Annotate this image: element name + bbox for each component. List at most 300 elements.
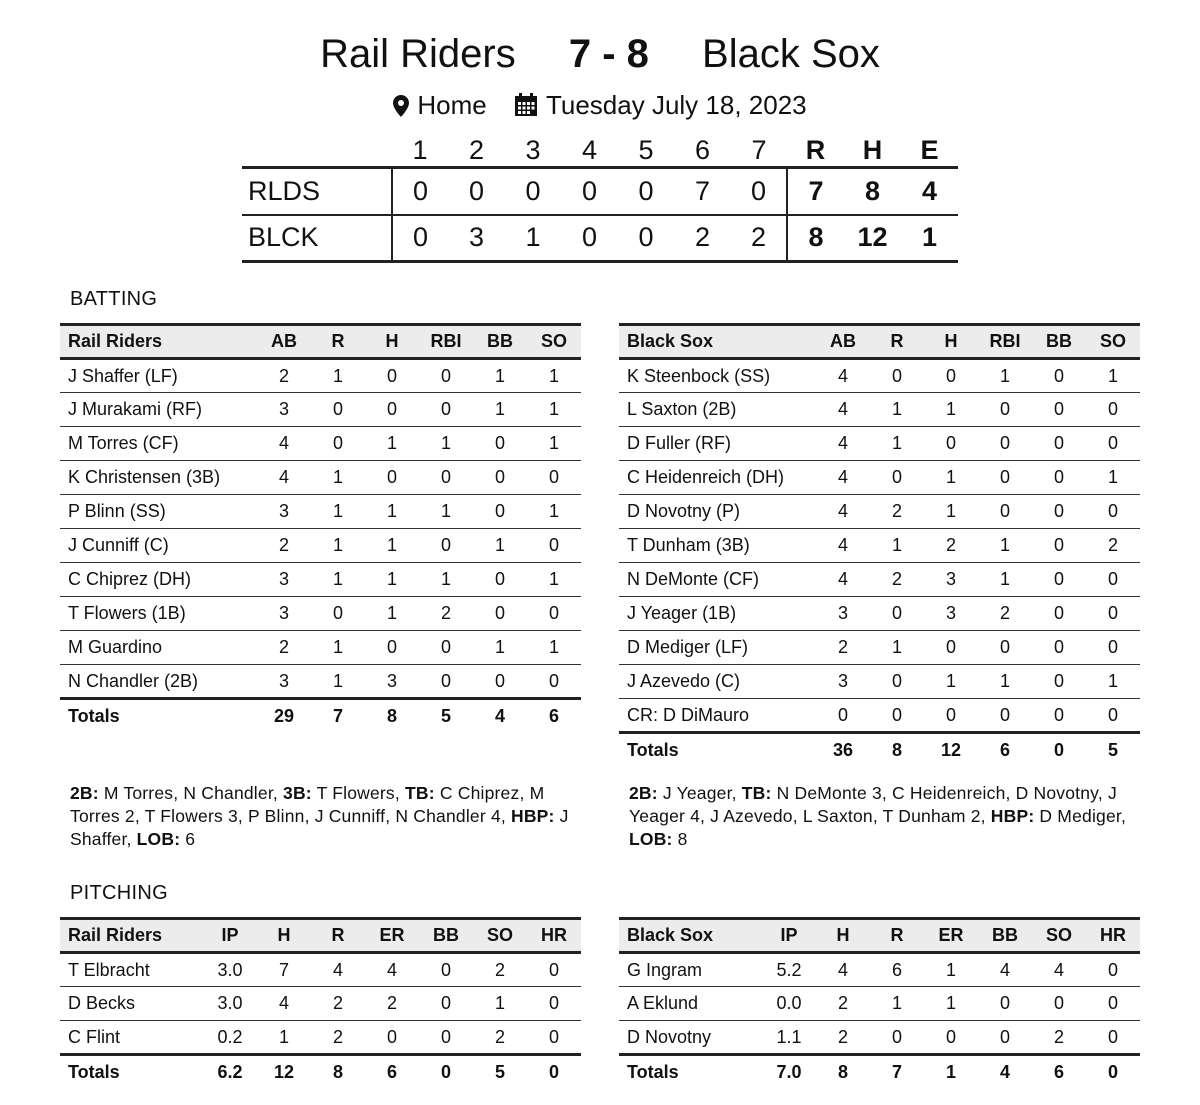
total-cell: 5 xyxy=(473,1055,527,1089)
team-column-header: Rail Riders xyxy=(60,919,203,953)
stat-cell: 2 xyxy=(1086,529,1140,563)
location xyxy=(393,90,486,121)
stat-cell: 4 xyxy=(816,529,870,563)
stat-cell: 3 xyxy=(816,597,870,631)
errors-total: 4 xyxy=(901,168,958,215)
note-text: 8 xyxy=(672,829,688,849)
stat-cell: 2 xyxy=(816,1021,870,1055)
stat-cell: 1.1 xyxy=(762,1021,816,1055)
stat-cell: 1 xyxy=(527,359,581,393)
stat-cell: 4 xyxy=(1032,953,1086,987)
stat-cell: 4 xyxy=(257,427,311,461)
stat-cell: 0 xyxy=(365,1021,419,1055)
stat-column-header: BB xyxy=(419,919,473,953)
total-cell: 5 xyxy=(419,699,473,733)
stat-cell: 0 xyxy=(1032,631,1086,665)
stat-cell: 2 xyxy=(257,359,311,393)
stat-column-header: IP xyxy=(762,919,816,953)
stat-cell: 1 xyxy=(924,987,978,1021)
total-cell: 0 xyxy=(419,1055,473,1089)
stat-cell: 1 xyxy=(870,987,924,1021)
errors-total: 1 xyxy=(901,215,958,262)
hits-total: 12 xyxy=(844,215,901,262)
pitching-section-title: PITCHING xyxy=(70,882,168,904)
stat-cell: 1 xyxy=(527,393,581,427)
totals-row xyxy=(619,1055,1140,1089)
batting-section-title: BATTING xyxy=(70,288,158,310)
stat-cell: 0 xyxy=(1086,1021,1140,1055)
stat-cell: 0 xyxy=(365,393,419,427)
inning-score: 0 xyxy=(505,168,561,215)
stat-cell: 0 xyxy=(419,631,473,665)
stat-cell: 1 xyxy=(924,665,978,699)
stat-cell: 3 xyxy=(924,563,978,597)
note-label: LOB: xyxy=(629,829,673,849)
stat-cell: 0 xyxy=(1086,631,1140,665)
stat-column-header: AB xyxy=(257,325,311,359)
note-text: J Yeager, xyxy=(657,783,742,803)
away-team-name: Rail Riders xyxy=(320,32,516,76)
stat-cell: 0 xyxy=(1032,699,1086,733)
player-name: A Eklund xyxy=(619,987,762,1021)
stat-cell: 1 xyxy=(473,359,527,393)
inning-score: 0 xyxy=(731,168,787,215)
table-row xyxy=(60,631,581,665)
stat-cell: 0 xyxy=(978,427,1032,461)
stat-cell: 0 xyxy=(1032,597,1086,631)
stat-cell: 0 xyxy=(870,665,924,699)
stat-cell: 3 xyxy=(257,495,311,529)
stat-column-header: BB xyxy=(473,325,527,359)
stat-cell: 3 xyxy=(257,665,311,699)
stat-cell: 4 xyxy=(816,495,870,529)
stat-cell: 0 xyxy=(870,699,924,733)
team-column-header: Rail Riders xyxy=(60,325,257,359)
stat-cell: 0 xyxy=(870,359,924,393)
stat-column-header: HR xyxy=(1086,919,1140,953)
stat-cell: 0 xyxy=(1086,563,1140,597)
pitching-table-away xyxy=(60,917,581,1089)
stat-cell: 2 xyxy=(1032,1021,1086,1055)
player-name: D Mediger (LF) xyxy=(619,631,816,665)
inning-score: 3 xyxy=(448,215,505,262)
total-cell: 0 xyxy=(527,1055,581,1089)
batting-notes-away xyxy=(70,782,590,851)
total-cell: 4 xyxy=(473,699,527,733)
line-score-header xyxy=(242,135,958,168)
stat-cell: 1 xyxy=(870,529,924,563)
player-name: J Murakami (RF) xyxy=(60,393,257,427)
stat-cell: 7 xyxy=(257,953,311,987)
inning-header: 6 xyxy=(694,135,711,165)
stat-cell: 0 xyxy=(419,529,473,563)
stat-cell: 0 xyxy=(473,665,527,699)
stat-cell: 1 xyxy=(311,631,365,665)
stat-cell: 4 xyxy=(816,461,870,495)
player-name: T Flowers (1B) xyxy=(60,597,257,631)
stat-cell: 0 xyxy=(527,1021,581,1055)
totals-label: Totals xyxy=(619,733,816,767)
totals-row xyxy=(60,1055,581,1089)
stat-cell: 4 xyxy=(311,953,365,987)
team-abbr: BLCK xyxy=(242,215,392,262)
stat-cell: 1 xyxy=(365,529,419,563)
home-team-name: Black Sox xyxy=(702,32,880,76)
table-row xyxy=(60,665,581,699)
game-meta xyxy=(0,88,1200,121)
total-cell: 0 xyxy=(1086,1055,1140,1089)
stat-cell: 4 xyxy=(257,987,311,1021)
total-cell: 8 xyxy=(365,699,419,733)
total-cell: 8 xyxy=(870,733,924,767)
player-name: T Dunham (3B) xyxy=(619,529,816,563)
player-name: D Novotny xyxy=(619,1021,762,1055)
player-name: C Chiprez (DH) xyxy=(60,563,257,597)
inning-header: 3 xyxy=(525,135,541,165)
table-row xyxy=(619,359,1140,393)
totals-label: Totals xyxy=(60,1055,203,1089)
stat-cell: 0 xyxy=(473,461,527,495)
stat-cell: 3.0 xyxy=(203,987,257,1021)
player-name: C Flint xyxy=(60,1021,203,1055)
player-name: N DeMonte (CF) xyxy=(619,563,816,597)
stat-cell: 3 xyxy=(257,563,311,597)
table-row xyxy=(60,461,581,495)
stat-cell: 1 xyxy=(473,393,527,427)
stat-cell: 0 xyxy=(924,1021,978,1055)
stat-cell: 4 xyxy=(816,359,870,393)
note-text: N DeMonte 3, C Heidenreich, D Novotny, J Yeager 4, J Azevedo, L Saxton, T Dunham 2, xyxy=(629,783,1117,826)
team-column-header: Black Sox xyxy=(619,325,816,359)
note-label: 3B: xyxy=(283,783,312,803)
inning-score: 0 xyxy=(448,168,505,215)
stat-cell: 0 xyxy=(1086,495,1140,529)
stat-column-header: SO xyxy=(473,919,527,953)
totals-label: Totals xyxy=(619,1055,762,1089)
stat-cell: 0 xyxy=(1086,987,1140,1021)
map-pin-icon xyxy=(393,95,409,117)
final-score: 7 - 8 xyxy=(568,32,649,76)
stat-cell: 1 xyxy=(924,953,978,987)
total-cell: 36 xyxy=(816,733,870,767)
note-label: LOB: xyxy=(136,829,181,849)
stat-cell: 1 xyxy=(419,495,473,529)
stat-cell: 1 xyxy=(527,631,581,665)
total-cell: 29 xyxy=(257,699,311,733)
total-cell: 4 xyxy=(978,1055,1032,1089)
stat-cell: 1 xyxy=(870,631,924,665)
stat-cell: 2 xyxy=(870,563,924,597)
note-text: D Mediger, xyxy=(1034,806,1127,826)
stat-cell: 0 xyxy=(527,665,581,699)
total-cell: 12 xyxy=(257,1055,311,1089)
stat-cell: 0 xyxy=(816,699,870,733)
stat-column-header: R xyxy=(311,325,365,359)
stat-column-header: HR xyxy=(527,919,581,953)
stat-cell: 2 xyxy=(870,495,924,529)
stat-cell: 0 xyxy=(527,987,581,1021)
total-cell: 8 xyxy=(311,1055,365,1089)
stat-cell: 1 xyxy=(257,1021,311,1055)
note-label: TB: xyxy=(741,783,772,803)
stat-cell: 0 xyxy=(527,953,581,987)
stat-cell: 1 xyxy=(1086,359,1140,393)
stat-cell: 0 xyxy=(527,597,581,631)
table-row xyxy=(619,495,1140,529)
stat-cell: 2 xyxy=(473,1021,527,1055)
runs-total: 7 xyxy=(787,168,844,215)
stat-column-header: BB xyxy=(978,919,1032,953)
inning-score: 0 xyxy=(618,215,674,262)
table-row xyxy=(619,461,1140,495)
stat-cell: 0 xyxy=(527,529,581,563)
stat-cell: 4 xyxy=(816,563,870,597)
team-column-header: Black Sox xyxy=(619,919,762,953)
stat-cell: 1 xyxy=(870,427,924,461)
table-row xyxy=(60,1021,581,1055)
game-title xyxy=(0,32,1200,77)
note-label: HBP: xyxy=(511,806,555,826)
stat-cell: 0 xyxy=(978,699,1032,733)
note-label: HBP: xyxy=(990,806,1035,826)
stat-cell: 0.0 xyxy=(762,987,816,1021)
stat-column-header: H xyxy=(365,325,419,359)
stat-cell: 0.2 xyxy=(203,1021,257,1055)
stat-cell: 0 xyxy=(1032,461,1086,495)
table-row xyxy=(619,665,1140,699)
stat-cell: 3.0 xyxy=(203,953,257,987)
stat-cell: 0 xyxy=(870,1021,924,1055)
stat-cell: 3 xyxy=(257,597,311,631)
inning-score: 2 xyxy=(674,215,731,262)
game-date xyxy=(514,90,807,121)
stat-cell: 0 xyxy=(1086,699,1140,733)
stat-cell: 0 xyxy=(1086,427,1140,461)
stat-cell: 1 xyxy=(978,529,1032,563)
stat-cell: 0 xyxy=(870,461,924,495)
stat-cell: 0 xyxy=(1032,427,1086,461)
table-row xyxy=(619,529,1140,563)
inning-score: 0 xyxy=(561,215,618,262)
line-score-row-home xyxy=(242,215,958,262)
note-label: TB: xyxy=(405,783,435,803)
inning-score: 7 xyxy=(674,168,731,215)
runs-total: 8 xyxy=(787,215,844,262)
line-score-row-away xyxy=(242,168,958,215)
inning-score: 0 xyxy=(618,168,674,215)
stat-cell: 2 xyxy=(365,987,419,1021)
stat-column-header: SO xyxy=(527,325,581,359)
stat-cell: 0 xyxy=(1086,597,1140,631)
player-name: M Torres (CF) xyxy=(60,427,257,461)
stat-column-header: H xyxy=(924,325,978,359)
stat-cell: 0 xyxy=(419,665,473,699)
stat-cell: 0 xyxy=(311,597,365,631)
stat-cell: 0 xyxy=(419,987,473,1021)
stat-cell: 0 xyxy=(924,359,978,393)
note-text: J Shaffer, xyxy=(70,806,569,849)
total-cell: 6 xyxy=(527,699,581,733)
stat-cell: 2 xyxy=(419,597,473,631)
stat-cell: 1 xyxy=(1086,665,1140,699)
table-row xyxy=(60,953,581,987)
stat-column-header: BB xyxy=(1032,325,1086,359)
stat-cell: 1 xyxy=(978,563,1032,597)
stat-column-header: RBI xyxy=(978,325,1032,359)
note-text: 6 xyxy=(180,829,196,849)
total-cell: 7 xyxy=(870,1055,924,1089)
total-cell: 7.0 xyxy=(762,1055,816,1089)
player-name: D Becks xyxy=(60,987,203,1021)
inning-score: 1 xyxy=(505,215,561,262)
stat-cell: 0 xyxy=(1032,563,1086,597)
player-name: P Blinn (SS) xyxy=(60,495,257,529)
hits-total: 8 xyxy=(844,168,901,215)
note-text: M Torres, N Chandler, xyxy=(98,783,284,803)
stat-cell: 6 xyxy=(870,953,924,987)
note-text: T Flowers, xyxy=(311,783,406,803)
stat-cell: 1 xyxy=(311,529,365,563)
stat-cell: 0 xyxy=(924,699,978,733)
stat-cell: 0 xyxy=(419,1021,473,1055)
stat-cell: 0 xyxy=(1032,393,1086,427)
player-name: J Shaffer (LF) xyxy=(60,359,257,393)
line-score-table xyxy=(242,135,958,263)
errors-header: E xyxy=(920,135,939,165)
stat-column-header: H xyxy=(816,919,870,953)
stat-cell: 1 xyxy=(473,529,527,563)
stat-column-header: ER xyxy=(365,919,419,953)
table-row xyxy=(619,699,1140,733)
stat-cell: 1 xyxy=(365,597,419,631)
stat-column-header: SO xyxy=(1086,325,1140,359)
stat-cell: 0 xyxy=(419,953,473,987)
stat-cell: 0 xyxy=(978,393,1032,427)
stat-column-header: SO xyxy=(1032,919,1086,953)
stat-cell: 0 xyxy=(419,359,473,393)
table-row xyxy=(619,597,1140,631)
stat-cell: 0 xyxy=(1086,393,1140,427)
stat-cell: 0 xyxy=(1032,987,1086,1021)
stat-cell: 2 xyxy=(473,953,527,987)
table-row xyxy=(60,427,581,461)
table-row xyxy=(60,987,581,1021)
location-label: Home xyxy=(417,89,487,120)
total-cell: 8 xyxy=(816,1055,870,1089)
table-row xyxy=(619,563,1140,597)
table-row xyxy=(619,427,1140,461)
stat-cell: 5.2 xyxy=(762,953,816,987)
stat-cell: 0 xyxy=(978,495,1032,529)
inning-header: 4 xyxy=(581,135,598,165)
hits-header: H xyxy=(862,135,883,165)
stat-cell: 1 xyxy=(311,563,365,597)
stat-cell: 1 xyxy=(978,665,1032,699)
runs-header: R xyxy=(805,135,826,165)
stat-cell: 0 xyxy=(1032,665,1086,699)
table-row xyxy=(619,953,1140,987)
table-row xyxy=(60,563,581,597)
date-label: Tuesday July 18, 2023 xyxy=(545,89,807,120)
table-row xyxy=(619,631,1140,665)
player-name: L Saxton (2B) xyxy=(619,393,816,427)
totals-row xyxy=(60,699,581,733)
stat-column-header: RBI xyxy=(419,325,473,359)
player-name: J Cunniff (C) xyxy=(60,529,257,563)
stat-column-header: AB xyxy=(816,325,870,359)
player-name: J Azevedo (C) xyxy=(619,665,816,699)
stat-cell: 0 xyxy=(978,631,1032,665)
table-row xyxy=(60,495,581,529)
player-name: K Christensen (3B) xyxy=(60,461,257,495)
stat-cell: 4 xyxy=(365,953,419,987)
stat-cell: 0 xyxy=(419,393,473,427)
stat-cell: 4 xyxy=(816,393,870,427)
total-cell: 6 xyxy=(365,1055,419,1089)
total-cell: 0 xyxy=(1032,733,1086,767)
total-cell: 6.2 xyxy=(203,1055,257,1089)
stat-cell: 0 xyxy=(870,597,924,631)
stat-cell: 2 xyxy=(978,597,1032,631)
stat-cell: 2 xyxy=(257,529,311,563)
stat-cell: 1 xyxy=(527,563,581,597)
stat-cell: 0 xyxy=(1032,495,1086,529)
stat-cell: 1 xyxy=(311,665,365,699)
inning-header: 5 xyxy=(638,135,654,165)
total-cell: 7 xyxy=(311,699,365,733)
stat-cell: 2 xyxy=(257,631,311,665)
table-header-row xyxy=(619,919,1140,953)
team-abbr: RLDS xyxy=(242,168,392,215)
pitching-table-home xyxy=(619,917,1140,1089)
total-cell: 1 xyxy=(924,1055,978,1089)
stat-cell: 0 xyxy=(978,987,1032,1021)
stat-cell: 1 xyxy=(365,495,419,529)
stat-cell: 1 xyxy=(473,631,527,665)
table-row xyxy=(619,393,1140,427)
player-name: D Fuller (RF) xyxy=(619,427,816,461)
totals-row xyxy=(619,733,1140,767)
stat-cell: 0 xyxy=(419,461,473,495)
stat-cell: 1 xyxy=(365,563,419,597)
stat-cell: 1 xyxy=(870,393,924,427)
total-cell: 5 xyxy=(1086,733,1140,767)
inning-score: 0 xyxy=(392,168,448,215)
table-row xyxy=(619,1021,1140,1055)
note-text: C Chiprez, M Torres 2, T Flowers 3, P Blinn, J Cunniff, N Chandler 4, xyxy=(70,783,545,826)
stat-cell: 2 xyxy=(816,987,870,1021)
stat-column-header: R xyxy=(311,919,365,953)
inning-header: 2 xyxy=(468,135,485,165)
stat-cell: 4 xyxy=(978,953,1032,987)
inning-header: 7 xyxy=(751,135,767,165)
stat-cell: 0 xyxy=(473,597,527,631)
table-row xyxy=(60,359,581,393)
stat-column-header: IP xyxy=(203,919,257,953)
stat-cell: 0 xyxy=(311,427,365,461)
stat-column-header: R xyxy=(870,919,924,953)
stat-cell: 0 xyxy=(978,1021,1032,1055)
player-name: M Guardino xyxy=(60,631,257,665)
stat-cell: 1 xyxy=(419,563,473,597)
stat-column-header: ER xyxy=(924,919,978,953)
stat-cell: 1 xyxy=(365,427,419,461)
stat-cell: 0 xyxy=(311,393,365,427)
total-cell: 12 xyxy=(924,733,978,767)
stat-cell: 0 xyxy=(924,631,978,665)
table-header-row xyxy=(619,325,1140,359)
stat-cell: 4 xyxy=(816,427,870,461)
